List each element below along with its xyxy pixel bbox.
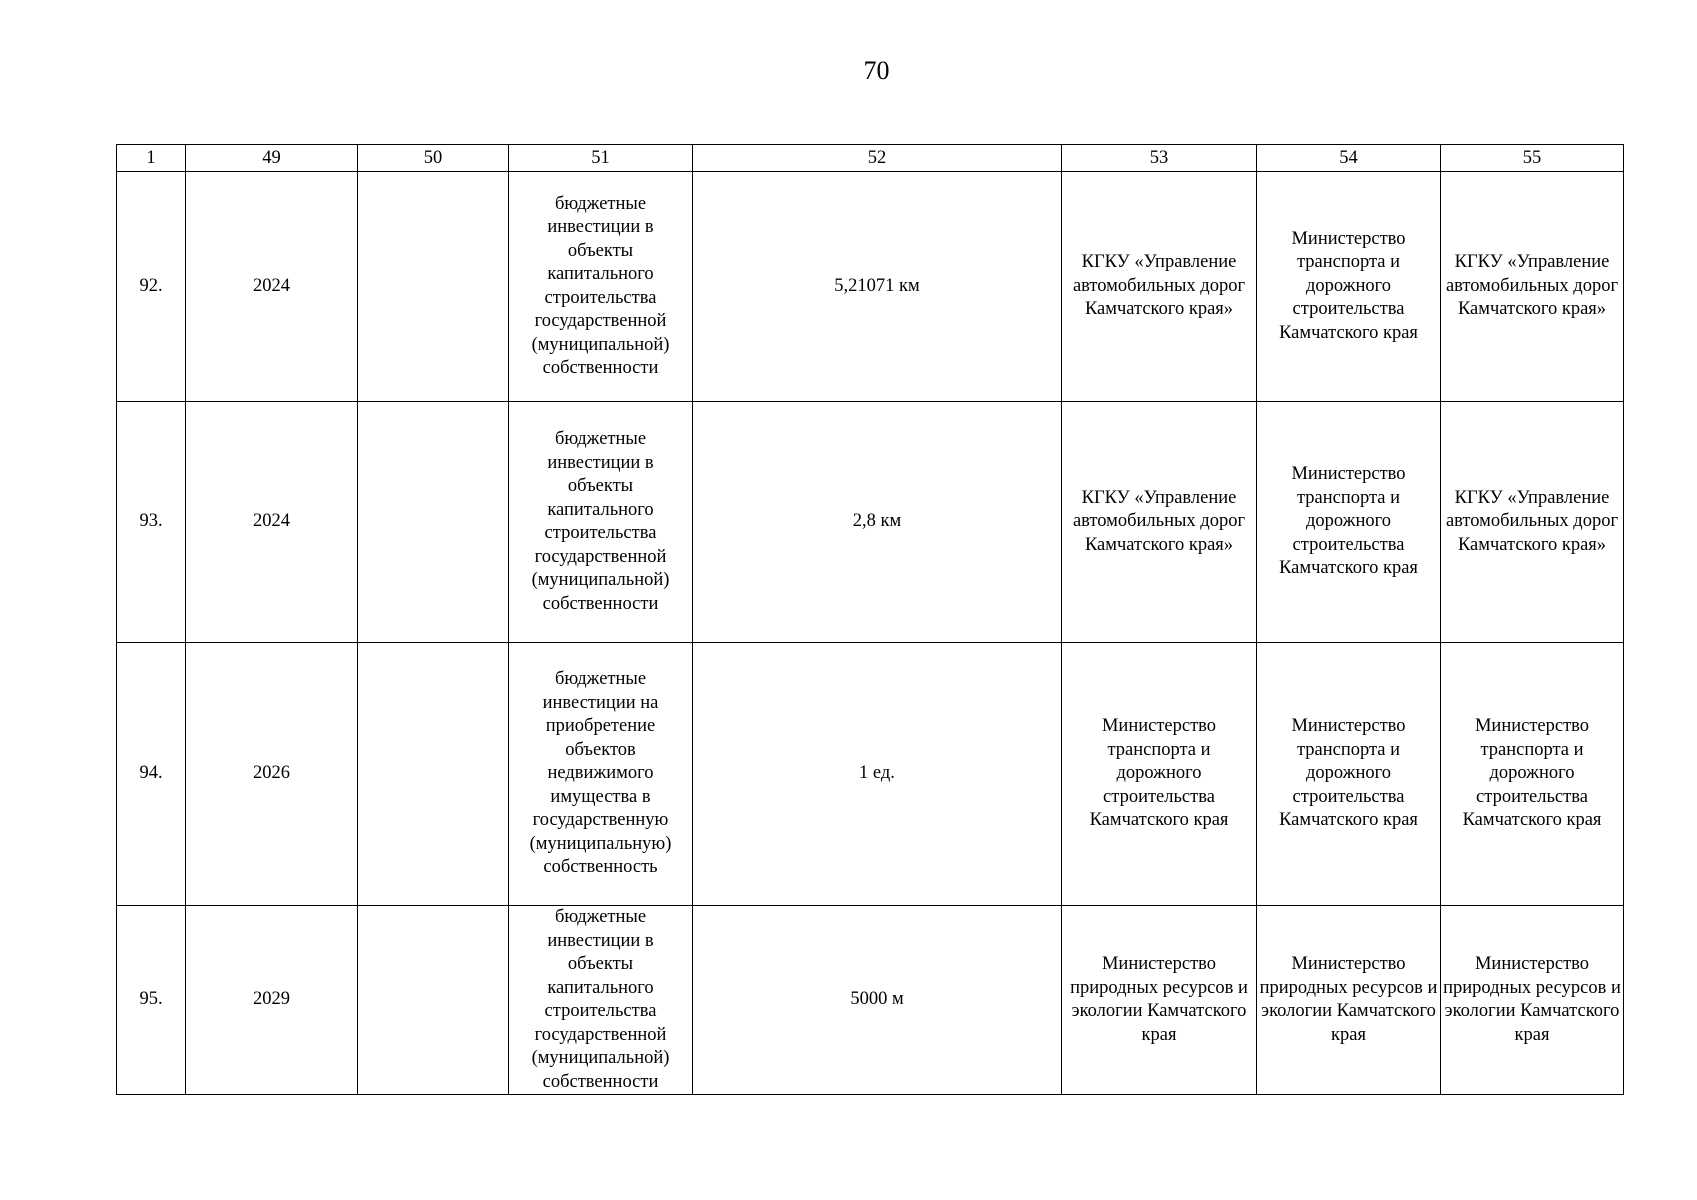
capacity-cell: 5000 м bbox=[693, 906, 1062, 1095]
developer-cell: Министерство природных ресурсов и экологии Камчатского края bbox=[1257, 906, 1441, 1095]
column-header: 54 bbox=[1257, 145, 1441, 172]
column-header: 51 bbox=[509, 145, 693, 172]
investment-table bbox=[116, 144, 1624, 1095]
table-row bbox=[117, 172, 1624, 402]
table-row bbox=[117, 906, 1624, 1095]
customer-cell: КГКУ «Управление автомобильных дорог Камчатского края» bbox=[1062, 402, 1257, 643]
recipient-cell: КГКУ «Управление автомобильных дорог Камчатского края» bbox=[1441, 172, 1624, 402]
empty-cell bbox=[358, 906, 509, 1095]
page-number: 70 bbox=[863, 56, 890, 85]
row-number-cell: 92. bbox=[117, 172, 186, 402]
developer-cell: Министерство транспорта и дорожного строительства Камчатского края bbox=[1257, 643, 1441, 906]
empty-cell bbox=[358, 402, 509, 643]
table-header-row bbox=[117, 145, 1624, 172]
investment-type-text: бюджетные инвестиции в объекты капитального строительства государственной (муниципальной) собственности bbox=[531, 193, 670, 378]
capacity-cell: 1 ед. bbox=[693, 643, 1062, 906]
row-number-cell: 94. bbox=[117, 643, 186, 906]
row-number-cell: 95. bbox=[117, 906, 186, 1095]
column-header: 52 bbox=[693, 145, 1062, 172]
year-cell: 2024 bbox=[186, 402, 358, 643]
investment-type-text: бюджетные инвестиции в объекты капитального строительства государственной (муниципальной) собственности bbox=[531, 907, 670, 1092]
customer-cell: Министерство транспорта и дорожного строительства Камчатского края bbox=[1062, 643, 1257, 906]
column-header: 49 bbox=[186, 145, 358, 172]
table-row bbox=[117, 402, 1624, 643]
table-row bbox=[117, 643, 1624, 906]
investment-type-cell bbox=[509, 906, 693, 1095]
column-header: 55 bbox=[1441, 145, 1624, 172]
column-header: 53 bbox=[1062, 145, 1257, 172]
customer-cell: Министерство природных ресурсов и экологии Камчатского края bbox=[1062, 906, 1257, 1095]
year-cell: 2024 bbox=[186, 172, 358, 402]
empty-cell bbox=[358, 643, 509, 906]
column-header: 1 bbox=[117, 145, 186, 172]
developer-cell: Министерство транспорта и дорожного строительства Камчатского края bbox=[1257, 172, 1441, 402]
capacity-cell: 2,8 км bbox=[693, 402, 1062, 643]
investment-type-cell bbox=[509, 643, 693, 906]
customer-cell: КГКУ «Управление автомобильных дорог Камчатского края» bbox=[1062, 172, 1257, 402]
recipient-cell: КГКУ «Управление автомобильных дорог Камчатского края» bbox=[1441, 402, 1624, 643]
recipient-cell: Министерство природных ресурсов и экологии Камчатского края bbox=[1441, 906, 1624, 1095]
column-header: 50 bbox=[358, 145, 509, 172]
capacity-cell: 5,21071 км bbox=[693, 172, 1062, 402]
investment-type-cell bbox=[509, 402, 693, 643]
investment-type-cell bbox=[509, 172, 693, 402]
year-cell: 2029 bbox=[186, 906, 358, 1095]
investment-type-text: бюджетные инвестиции в объекты капитального строительства государственной (муниципальной) собственности bbox=[531, 429, 670, 614]
row-number-cell: 93. bbox=[117, 402, 186, 643]
recipient-cell: Министерство транспорта и дорожного строительства Камчатского края bbox=[1441, 643, 1624, 906]
investment-type-text: бюджетные инвестиции на приобретение объектов недвижимого имущества в государственную (муниципальную) собственность bbox=[529, 669, 672, 878]
year-cell: 2026 bbox=[186, 643, 358, 906]
developer-cell: Министерство транспорта и дорожного строительства Камчатского края bbox=[1257, 402, 1441, 643]
empty-cell bbox=[358, 172, 509, 402]
